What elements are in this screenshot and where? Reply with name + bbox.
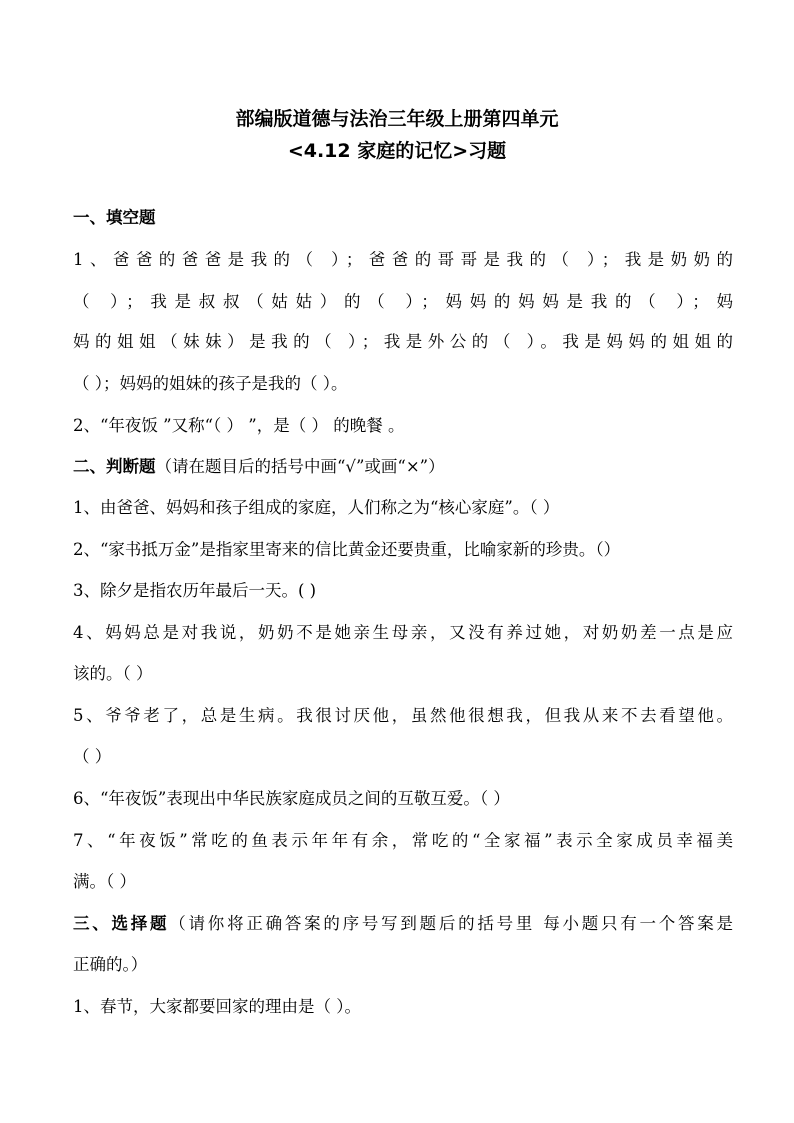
question-line: 该的。（ ） [73,664,153,683]
section-true-false-heading [73,456,733,478]
question-line: 2、“年夜饭 ”又称“（ ） ”，是（ ） 的晚餐 。 [73,416,405,435]
question-line: 5、爷爷老了，总是生病。我很讨厌他，虽然他很想我，但我从来不去看望他。 [73,706,733,725]
question-line: （ ） [73,747,112,766]
question-line: 1、由爸爸、妈妈和孩子组成的家庭，人们称之为“核心家庭”。（ ） [73,498,560,517]
question-line: （ ）；我是叔叔（姑姑）的（ ）；妈妈的妈妈是我的（ ）；妈 [73,292,733,311]
section-heading: 二、判断题 [73,457,156,476]
question-line: （ ）；妈妈的姐妹的孩子是我的（ ）。 [73,374,348,393]
section-fill-in-heading [73,207,733,229]
section-note-continued: 正确的。） [73,955,148,974]
question-line: 3、除夕是指农历年最后一天。( ) [73,581,317,600]
question-line: 妈的姐姐（妹妹）是我的（ ）；我是外公的（ ）。我是妈妈的姐姐的 [73,332,733,351]
question-line: 1、春节，大家都要回家的理由是（ ）。 [73,997,361,1016]
question-line: 4、妈妈总是对我说，奶奶不是她亲生母亲，又没有养过她，对奶奶差一点是应 [73,623,733,642]
section-heading: 三、选择题 [73,914,170,933]
question-line: 1、爸爸的爸爸是我的（ ）；爸爸的哥哥是我的（ ）；我是奶奶的 [73,250,733,269]
section-heading: 一、填空题 [73,208,156,227]
section-choice-heading [73,913,733,935]
section-note: （请在题目后的括号中画“√”或画“×”） [155,457,445,476]
title-line-2: <4.12 家庭的记忆>习题 [287,140,507,162]
question-line: 2、“家书抵万金”是指家里寄来的信比黄金还要贵重，比喻家新的珍贵。（） [73,540,621,559]
section-note: （请你将正确答案的序号写到题后的括号里 每小题只有一个答案是 [169,914,734,933]
question-line: 6、“年夜饭”表现出中华民族家庭成员之间的互敬互爱。（ ） [73,789,510,808]
question-line: 满。（ ） [73,872,136,891]
title-line-1: 部编版道德与法治三年级上册第四单元 [235,108,559,130]
question-line: 7、“年夜饭”常吃的鱼表示年年有余，常吃的“全家福”表示全家成员幸福美 [73,831,733,850]
